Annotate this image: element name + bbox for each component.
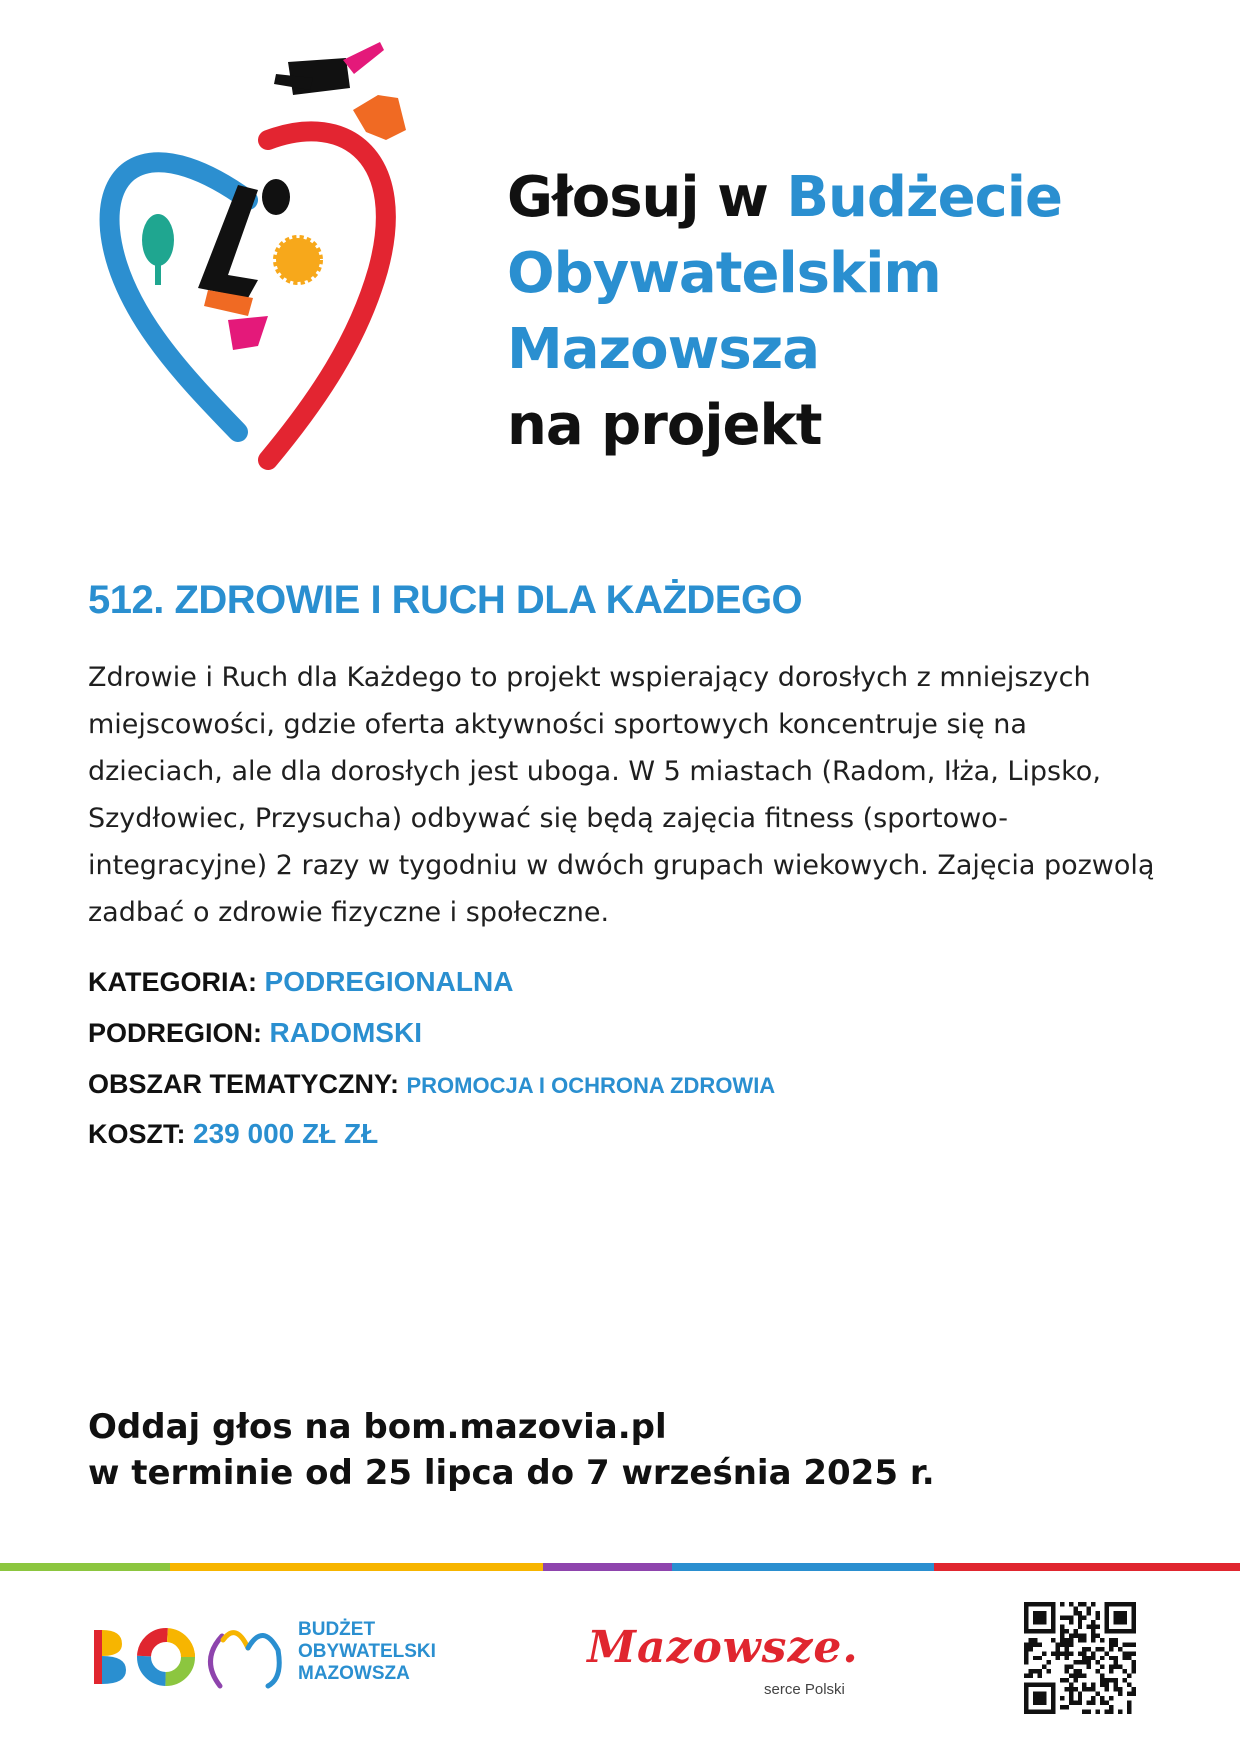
meta-cost-label: KOSZT: <box>88 1119 186 1149</box>
qr-code[interactable] <box>1024 1602 1136 1714</box>
headline-line-1 <box>507 160 1207 236</box>
cta-line-2: w terminie od 25 lipca do 7 września 2025 r. <box>88 1453 935 1493</box>
mazowsze-tagline: serce Polski <box>764 1681 845 1698</box>
hat-icon <box>274 42 384 95</box>
headline-blue-text: Budżecie <box>786 165 1062 230</box>
stripe-red <box>934 1563 1240 1571</box>
meta-category-value: PODREGIONALNA <box>264 966 514 997</box>
hand-shape <box>353 95 406 140</box>
heart-logo-illustration <box>88 40 488 500</box>
nose-shape <box>198 185 258 298</box>
bom-letter-b <box>94 1630 126 1684</box>
stripe-green <box>0 1563 170 1571</box>
headline-line-3: Mazowsza <box>507 317 820 382</box>
headline-line-4: na projekt <box>507 393 822 458</box>
meta-category-label: KATEGORIA: <box>88 967 257 997</box>
bom-wordmark <box>298 1619 436 1685</box>
project-description: Zdrowie i Ruch dla Każdego to projekt wspierający dorosłych z mniejszych miejscowości, gdzie oferta aktywności sportowych koncentruje się na dzieciach, ale dla dorosłych jest uboga. W 5 miastach (Radom, Iłża, Lipsko, Szydłowiec, Przysucha) odbywać się będą zajęcia fitness (sportowo-integracyjne) 2 razy w tygodniu w dwóch grupach wiekowych. Zajęcia pozwolą zadbać o zdrowie fizyczne i społeczne. <box>88 662 1155 928</box>
meta-area-value: PROMOCJA I OCHRONA ZDROWIA <box>406 1073 776 1098</box>
call-to-action <box>88 1404 935 1496</box>
headline-black-text: Głosuj w <box>507 165 768 230</box>
meta-cost <box>88 1118 378 1150</box>
heart-red-stroke <box>268 131 386 460</box>
bom-line-2: OBYWATELSKI <box>298 1641 436 1662</box>
headline <box>507 160 1207 464</box>
meta-subregion <box>88 1017 422 1049</box>
cta-line-1: Oddaj głos na bom.mazovia.pl <box>88 1407 667 1447</box>
bom-letter-o <box>144 1635 188 1679</box>
sun-icon <box>276 238 320 282</box>
meta-category <box>88 966 513 998</box>
project-title: 512. ZDROWIE I RUCH DLA KAŻDEGO <box>88 578 803 622</box>
stripe-blue <box>672 1563 934 1571</box>
bom-line-1: BUDŻET <box>298 1619 376 1640</box>
tree-icon <box>142 214 174 285</box>
meta-cost-value: 239 000 ZŁ ZŁ <box>193 1118 379 1149</box>
meta-subregion-value: RADOMSKI <box>269 1017 422 1048</box>
mouth-pink <box>228 316 268 350</box>
stripe-purple <box>543 1563 672 1571</box>
meta-area <box>88 1069 775 1100</box>
meta-subregion-label: PODREGION: <box>88 1018 263 1048</box>
headline-line-2: Obywatelskim <box>507 241 941 306</box>
meta-area-label: OBSZAR TEMATYCZNY: <box>88 1069 399 1099</box>
stripe-yellow <box>170 1563 543 1571</box>
bom-line-3: MAZOWSZA <box>298 1663 410 1684</box>
bom-letter-m <box>210 1633 279 1686</box>
mazowsze-logo: Mazowsze. <box>587 1622 859 1673</box>
eye-shape <box>262 179 290 215</box>
